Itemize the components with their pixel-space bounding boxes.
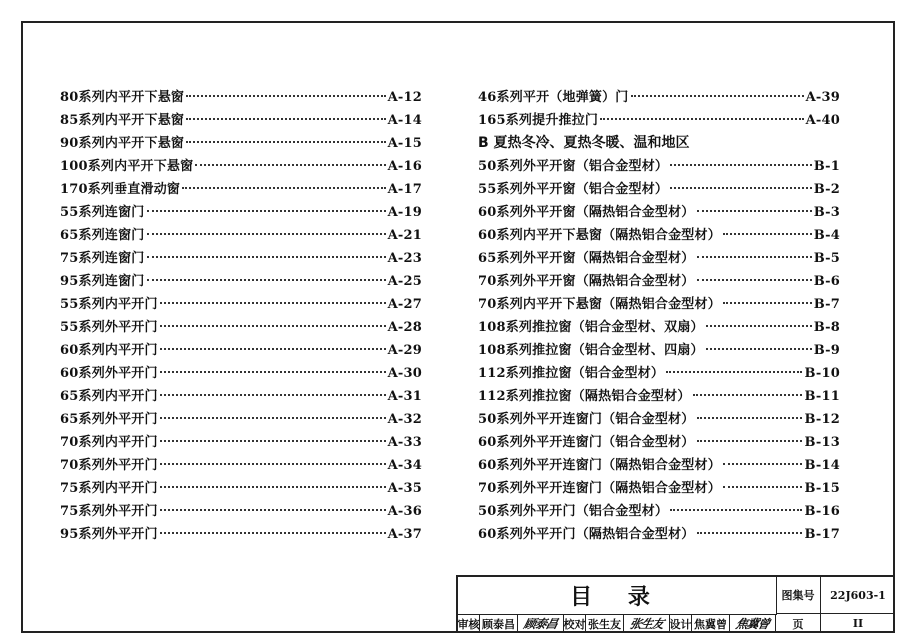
toc-entry-title: 95系列外平开门 xyxy=(60,527,158,542)
toc-entry-title: 95系列连窗门 xyxy=(60,274,145,289)
toc-leader-dots xyxy=(186,141,386,143)
toc-entry-page: A-29 xyxy=(387,343,422,358)
toc-entry xyxy=(478,523,840,546)
toc-entry xyxy=(60,500,422,523)
toc-leader-dots xyxy=(147,233,386,235)
toc-entry xyxy=(478,316,840,339)
toc-entry xyxy=(478,86,840,109)
check-label: 校对 xyxy=(564,614,586,633)
toc-section-a-continued xyxy=(478,86,840,132)
toc-entry xyxy=(60,339,422,362)
toc-leader-dots xyxy=(160,509,386,511)
toc-entry xyxy=(478,293,840,316)
title-block-title: 目 录 xyxy=(458,577,777,615)
designer-signature: 焦冀曾 xyxy=(730,614,776,633)
toc-entry-page: A-19 xyxy=(387,205,422,220)
toc-leader-dots xyxy=(186,118,386,120)
toc-left-column xyxy=(60,86,422,546)
toc-leader-dots xyxy=(147,210,386,212)
toc-entry-title: 70系列外平开窗（隔热铝合金型材） xyxy=(478,274,695,289)
page-label: 页 xyxy=(776,614,821,633)
toc-entry xyxy=(478,362,840,385)
toc-entry-title: 65系列外平开门 xyxy=(60,412,158,427)
review-label: 审核 xyxy=(458,614,480,633)
toc-leader-dots xyxy=(670,187,812,189)
toc-entry-page: B-13 xyxy=(804,435,840,450)
toc-entry-page: B-12 xyxy=(804,412,840,427)
toc-entry xyxy=(478,270,840,293)
toc-entry-title: 108系列推拉窗（铝合金型材、双扇） xyxy=(478,320,704,335)
toc-leader-dots xyxy=(160,371,386,373)
toc-entry xyxy=(478,500,840,523)
toc-entry-title: 46系列平开（地弹簧）门 xyxy=(478,90,629,105)
toc-leader-dots xyxy=(723,302,812,304)
toc-entry-title: 60系列外平开门 xyxy=(60,366,158,381)
toc-entry-title: 55系列外平开窗（铝合金型材） xyxy=(478,182,669,197)
toc-entry-page: A-17 xyxy=(387,182,422,197)
toc-entry-title: 108系列推拉窗（铝合金型材、四扇） xyxy=(478,343,704,358)
page-number: II xyxy=(852,617,864,630)
toc-entry-page: B-9 xyxy=(813,343,840,358)
toc-entry-page: B-10 xyxy=(804,366,840,381)
toc-entry xyxy=(478,339,840,362)
checker-signature: 张生友 xyxy=(624,614,670,633)
toc-leader-dots xyxy=(723,463,803,465)
toc-entry xyxy=(478,408,840,431)
toc-entry-page: B-16 xyxy=(804,504,840,519)
toc-entry-title: 50系列外平开窗（铝合金型材） xyxy=(478,159,669,174)
toc-entry xyxy=(60,201,422,224)
toc-leader-dots xyxy=(195,164,385,166)
toc-entry xyxy=(60,431,422,454)
toc-entry xyxy=(60,86,422,109)
toc-entry-title: 60系列内平开下悬窗（隔热铝合金型材） xyxy=(478,228,721,243)
toc-entry xyxy=(60,316,422,339)
toc-entry-page: A-23 xyxy=(387,251,422,266)
toc-leader-dots xyxy=(697,256,812,258)
toc-entry xyxy=(478,201,840,224)
toc-entry-title: 65系列外平开窗（隔热铝合金型材） xyxy=(478,251,695,266)
toc-entry-title: 50系列外平开连窗门（铝合金型材） xyxy=(478,412,695,427)
atlas-number: 22J603-1 xyxy=(821,577,895,614)
toc-entry-page: A-36 xyxy=(387,504,422,519)
toc-entry xyxy=(60,109,422,132)
toc-entry xyxy=(60,155,422,178)
toc-entry xyxy=(478,155,840,178)
toc-entry-title: 60系列外平开窗（隔热铝合金型材） xyxy=(478,205,695,220)
toc-leader-dots xyxy=(706,325,812,327)
toc-leader-dots xyxy=(706,348,812,350)
toc-entry-page: A-31 xyxy=(387,389,422,404)
toc-entry xyxy=(478,109,840,132)
toc-right-column xyxy=(478,86,840,546)
design-label: 设计 xyxy=(670,614,692,633)
checker-name: 张生友 xyxy=(586,614,624,633)
toc-entry-page: A-25 xyxy=(387,274,422,289)
toc-entry-page: B-7 xyxy=(813,297,840,312)
toc-entry-title: 70系列外平开门 xyxy=(60,458,158,473)
toc-entry xyxy=(60,247,422,270)
toc-leader-dots xyxy=(697,210,812,212)
toc-entry-title: 75系列连窗门 xyxy=(60,251,145,266)
section-b-heading: B 夏热冬冷、夏热冬暖、温和地区 xyxy=(478,135,690,151)
toc-entry xyxy=(60,454,422,477)
toc-entry-title: 60系列外平开连窗门（铝合金型材） xyxy=(478,435,695,450)
toc-entry-page: A-35 xyxy=(387,481,422,496)
toc-entry xyxy=(478,454,840,477)
toc-entry-title: 80系列内平开下悬窗 xyxy=(60,90,185,105)
toc-entry-title: 55系列内平开门 xyxy=(60,297,158,312)
toc-entry xyxy=(60,178,422,201)
toc-entry xyxy=(60,523,422,546)
toc-entry xyxy=(478,224,840,247)
toc-entry xyxy=(60,270,422,293)
toc-entry-title: 170系列垂直滑动窗 xyxy=(60,182,181,197)
toc-leader-dots xyxy=(600,118,803,120)
toc-entry-page: B-6 xyxy=(813,274,840,289)
toc-entry xyxy=(60,477,422,500)
toc-entry-page: A-34 xyxy=(387,458,422,473)
toc-leader-dots xyxy=(186,95,386,97)
reviewer-signature: 顾泰昌 xyxy=(518,614,564,633)
toc-leader-dots xyxy=(160,348,386,350)
toc-entry-title: 70系列内平开门 xyxy=(60,435,158,450)
toc-entry-page: A-28 xyxy=(387,320,422,335)
toc-entry-page: B-3 xyxy=(813,205,840,220)
toc-entry-title: 60系列外平开连窗门（隔热铝合金型材） xyxy=(478,458,721,473)
toc-leader-dots xyxy=(160,463,386,465)
title-block xyxy=(456,575,895,633)
toc-leader-dots xyxy=(160,440,386,442)
toc-leader-dots xyxy=(723,486,803,488)
toc-entry xyxy=(60,293,422,316)
toc-leader-dots xyxy=(697,417,803,419)
toc-entry-page: A-33 xyxy=(387,435,422,450)
toc-entry-page: A-37 xyxy=(387,527,422,542)
toc-entry-page: A-39 xyxy=(805,90,840,105)
toc-leader-dots xyxy=(160,302,386,304)
toc-entry-page: B-4 xyxy=(813,228,840,243)
toc-entry xyxy=(478,385,840,408)
toc-entry-title: 75系列内平开门 xyxy=(60,481,158,496)
reviewer-name: 顾泰昌 xyxy=(480,614,518,633)
toc-entry xyxy=(478,431,840,454)
toc-leader-dots xyxy=(723,233,812,235)
toc-leader-dots xyxy=(147,256,386,258)
toc-entry-page: A-32 xyxy=(387,412,422,427)
toc-leader-dots xyxy=(670,509,802,511)
toc-entry-title: 165系列提升推拉门 xyxy=(478,113,599,128)
toc-entry-title: 55系列连窗门 xyxy=(60,205,145,220)
toc-leader-dots xyxy=(670,164,812,166)
toc-entry-title: 100系列内平开下悬窗 xyxy=(60,159,194,174)
toc-entry-page: B-15 xyxy=(804,481,840,496)
toc-entry xyxy=(60,408,422,431)
toc-leader-dots xyxy=(160,486,386,488)
toc-entry-title: 70系列内平开下悬窗（隔热铝合金型材） xyxy=(478,297,721,312)
toc-entry-page: B-14 xyxy=(804,458,840,473)
toc-leader-dots xyxy=(160,325,386,327)
atlas-number-label: 图集号 xyxy=(776,577,821,614)
toc-leader-dots xyxy=(160,532,386,534)
toc-entry-title: 60系列内平开门 xyxy=(60,343,158,358)
toc-section-b xyxy=(478,155,840,546)
toc-entry-page: B-1 xyxy=(813,159,840,174)
toc-entry-title: 112系列推拉窗（隔热铝合金型材） xyxy=(478,389,691,404)
toc-leader-dots xyxy=(182,187,385,189)
toc-leader-dots xyxy=(147,279,386,281)
toc-entry-title: 50系列外平开门（铝合金型材） xyxy=(478,504,669,519)
toc-entry-page: A-15 xyxy=(387,136,422,151)
toc-leader-dots xyxy=(160,417,386,419)
toc-leader-dots xyxy=(697,532,803,534)
toc-entry-title: 65系列连窗门 xyxy=(60,228,145,243)
toc-entry xyxy=(60,385,422,408)
toc-entry-page: A-14 xyxy=(387,113,422,128)
toc-entry-page: A-30 xyxy=(387,366,422,381)
toc-entry-page: A-21 xyxy=(387,228,422,243)
toc-entry-title: 85系列内平开下悬窗 xyxy=(60,113,185,128)
toc-entry-page: B-11 xyxy=(804,389,840,404)
toc-entry xyxy=(478,178,840,201)
designer-name: 焦冀曾 xyxy=(692,614,730,633)
toc-entry xyxy=(478,247,840,270)
toc-leader-dots xyxy=(631,95,804,97)
toc-entry xyxy=(60,132,422,155)
toc-leader-dots xyxy=(697,440,803,442)
toc-leader-dots xyxy=(693,394,803,396)
toc-entry-page: B-8 xyxy=(813,320,840,335)
toc-entry-title: 75系列外平开门 xyxy=(60,504,158,519)
toc-entry xyxy=(60,362,422,385)
toc-entry xyxy=(478,477,840,500)
toc-entry xyxy=(60,224,422,247)
toc-entry-title: 90系列内平开下悬窗 xyxy=(60,136,185,151)
toc-entry-page: A-16 xyxy=(387,159,422,174)
toc-entry-page: A-27 xyxy=(387,297,422,312)
toc-entry-page: B-17 xyxy=(804,527,840,542)
toc-entry-title: 55系列外平开门 xyxy=(60,320,158,335)
toc-entry-page: A-12 xyxy=(387,90,422,105)
toc-entry-page: A-40 xyxy=(805,113,840,128)
toc-entry-page: B-2 xyxy=(813,182,840,197)
toc-entry-title: 60系列外平开门（隔热铝合金型材） xyxy=(478,527,695,542)
toc-leader-dots xyxy=(160,394,386,396)
toc-entry-page: B-5 xyxy=(813,251,840,266)
toc-entry-title: 70系列外平开连窗门（隔热铝合金型材） xyxy=(478,481,721,496)
toc-leader-dots xyxy=(697,279,812,281)
toc-entry-title: 112系列推拉窗（铝合金型材） xyxy=(478,366,665,381)
toc-entry-title: 65系列内平开门 xyxy=(60,389,158,404)
toc-leader-dots xyxy=(666,371,802,373)
